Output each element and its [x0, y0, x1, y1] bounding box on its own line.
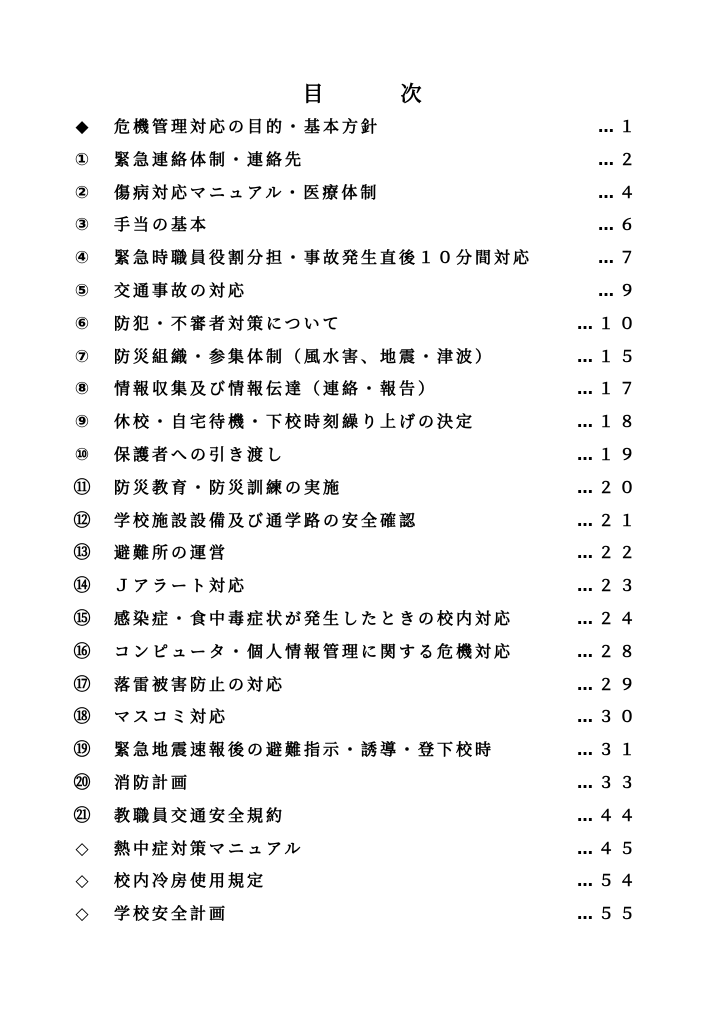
entry-marker: ⑮ — [73, 608, 91, 629]
entry-marker: ① — [74, 149, 90, 170]
toc-entry — [0, 276, 724, 309]
toc-entry — [0, 899, 724, 932]
entry-marker: ③ — [74, 215, 90, 236]
entry-page-number: …７ — [597, 248, 640, 268]
entry-marker: ⑭ — [73, 576, 91, 597]
entry-label: 緊急時職員役割分担・事故発生直後１０分間対応 — [114, 248, 533, 268]
entry-label: 落雷被害防止の対応 — [114, 674, 286, 694]
entry-label: 防災組織・参集体制（風水害、地震・津波） — [114, 346, 495, 366]
entry-page-number: …２２ — [576, 543, 640, 563]
entry-page-number: …２８ — [576, 641, 640, 661]
toc-entry — [0, 342, 724, 375]
entry-label: Ｊアラート対応 — [114, 576, 248, 596]
entry-marker: ② — [74, 182, 90, 203]
entry-marker: ⑤ — [74, 280, 90, 301]
entry-page-number: …３３ — [576, 772, 640, 792]
entry-marker: ⑧ — [74, 379, 90, 400]
entry-label: 緊急連絡体制・連絡先 — [114, 149, 305, 169]
entry-page-number: …２３ — [576, 576, 640, 596]
entry-label: 感染症・食中毒症状が発生したときの校内対応 — [114, 608, 514, 628]
entry-marker: ⑱ — [73, 707, 91, 728]
entry-label: マスコミ対応 — [114, 707, 229, 727]
entry-page-number: …２０ — [576, 477, 640, 497]
entry-page-number: …９ — [597, 280, 640, 300]
entry-page-number: …１５ — [576, 346, 640, 366]
entry-page-number: …１０ — [576, 313, 640, 333]
entry-page-number: …１ — [597, 117, 640, 136]
entry-marker: ⑥ — [74, 313, 90, 334]
entry-page-number: …１８ — [576, 412, 640, 432]
page-title: 目 次 — [302, 82, 450, 106]
entry-marker: ④ — [74, 248, 90, 269]
toc-entry — [0, 571, 724, 604]
entry-label: 学校施設設備及び通学路の安全確認 — [114, 510, 419, 530]
entry-page-number: …４５ — [576, 838, 640, 858]
entry-page-number: …１７ — [576, 379, 640, 399]
entry-marker: ⑳ — [73, 772, 91, 793]
table-of-contents — [0, 112, 724, 932]
toc-entry — [0, 768, 724, 801]
toc-entry — [0, 801, 724, 834]
entry-page-number: …５５ — [576, 904, 640, 924]
entry-label: 教職員交通安全規約 — [114, 805, 286, 825]
entry-marker: ◇ — [75, 838, 89, 859]
entry-marker: ⑯ — [73, 641, 91, 662]
toc-entry — [0, 538, 724, 571]
toc-entry — [0, 866, 724, 899]
entry-page-number: …３０ — [576, 707, 640, 727]
toc-entry — [0, 407, 724, 440]
entry-label: 防犯・不審者対策について — [114, 313, 342, 333]
entry-label: 交通事故の対応 — [114, 280, 248, 300]
entry-page-number: …４ — [597, 182, 640, 202]
toc-entry — [0, 834, 724, 867]
toc-entry — [0, 604, 724, 637]
entry-marker: ⑫ — [73, 510, 91, 531]
toc-entry — [0, 145, 724, 178]
toc-entry — [0, 210, 724, 243]
entry-label: コンピュータ・個人情報管理に関する危機対応 — [114, 641, 514, 661]
entry-marker: ⑬ — [73, 543, 91, 564]
entry-page-number: …２９ — [576, 674, 640, 694]
entry-label: 情報収集及び情報伝達（連絡・報告） — [114, 379, 438, 399]
toc-entry — [0, 702, 724, 735]
entry-page-number: …１９ — [576, 444, 640, 464]
toc-entry — [0, 243, 724, 276]
entry-marker: ⑪ — [73, 477, 91, 498]
entry-marker: ⑩ — [74, 444, 90, 465]
entry-marker: ◇ — [75, 871, 89, 892]
entry-label: 保護者への引き渡し — [114, 444, 286, 464]
entry-label: 熱中症対策マニュアル — [114, 838, 304, 858]
entry-label: 休校・自宅待機・下校時刻繰り上げの決定 — [114, 412, 476, 432]
entry-label: 傷病対応マニュアル・医療体制 — [114, 182, 380, 202]
entry-label: 危機管理対応の目的・基本方針 — [114, 117, 381, 136]
toc-entry — [0, 735, 724, 768]
toc-entry — [0, 309, 724, 342]
entry-label: 防災教育・防災訓練の実施 — [114, 477, 343, 497]
entry-marker: ⑲ — [73, 740, 91, 761]
entry-marker: ◇ — [75, 904, 89, 925]
entry-marker: ㉑ — [73, 805, 91, 826]
toc-entry — [0, 112, 724, 145]
entry-marker: ⑦ — [74, 346, 90, 367]
toc-entry — [0, 473, 724, 506]
entry-page-number: …３１ — [576, 740, 640, 760]
entry-page-number: …５４ — [576, 871, 640, 891]
entry-label: 避難所の運営 — [114, 543, 229, 563]
entry-marker: ⑰ — [73, 674, 91, 695]
entry-label: 手当の基本 — [114, 215, 210, 235]
entry-marker: ⑨ — [74, 412, 90, 433]
entry-page-number: …６ — [597, 215, 640, 235]
toc-entry — [0, 440, 724, 473]
toc-entry — [0, 670, 724, 703]
toc-entry — [0, 637, 724, 670]
entry-label: 校内冷房使用規定 — [114, 871, 267, 891]
toc-entry — [0, 374, 724, 407]
entry-label: 消防計画 — [114, 772, 191, 792]
entry-label: 緊急地震速報後の避難指示・誘導・登下校時 — [114, 740, 495, 760]
entry-page-number: …２１ — [576, 510, 640, 530]
entry-page-number: …２ — [597, 149, 640, 169]
toc-entry — [0, 506, 724, 539]
entry-label: 学校安全計画 — [114, 904, 229, 924]
entry-page-number: …４４ — [576, 805, 640, 825]
entry-page-number: …２４ — [576, 608, 640, 628]
entry-marker: ◆ — [75, 117, 89, 137]
toc-entry — [0, 178, 724, 211]
